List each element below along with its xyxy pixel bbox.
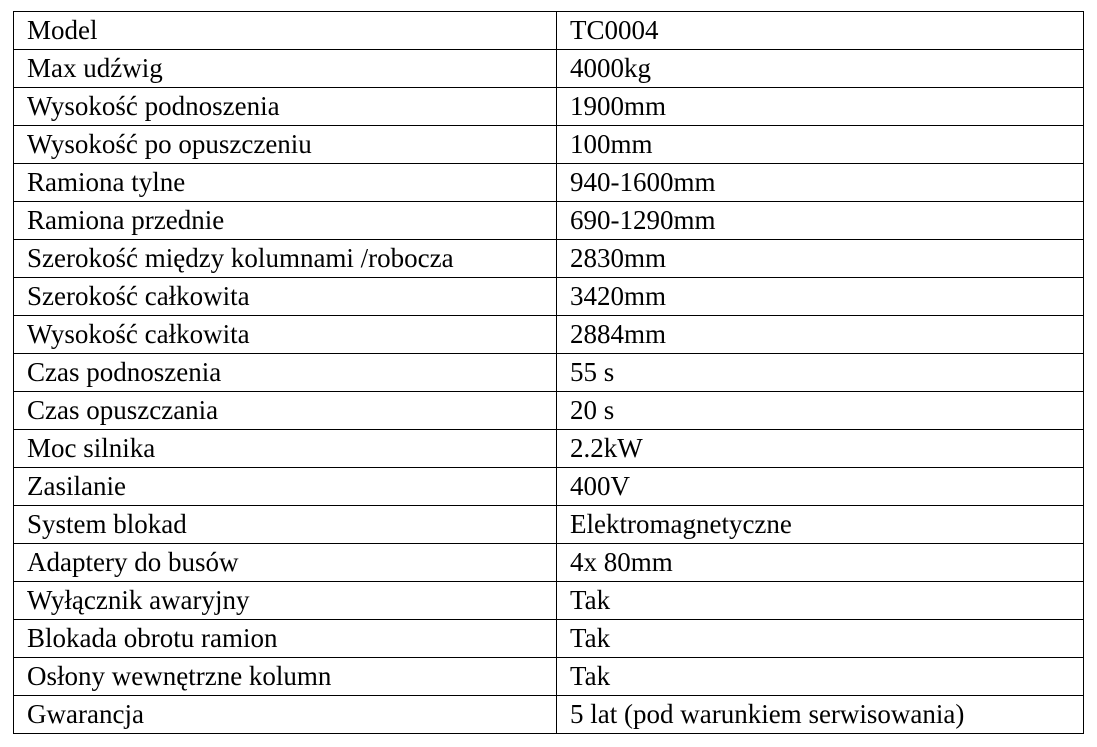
table-row <box>14 88 1084 126</box>
spec-value: 20 s <box>557 392 1084 430</box>
table-row <box>14 354 1084 392</box>
table-row <box>14 582 1084 620</box>
spec-table <box>13 11 1084 734</box>
spec-value: 2884mm <box>557 316 1084 354</box>
spec-label: Ramiona przednie <box>14 202 557 240</box>
spec-value: Tak <box>557 620 1084 658</box>
table-row <box>14 506 1084 544</box>
table-row <box>14 50 1084 88</box>
spec-value: 5 lat (pod warunkiem serwisowania) <box>557 696 1084 734</box>
spec-value: 1900mm <box>557 88 1084 126</box>
table-row <box>14 240 1084 278</box>
spec-label: Wysokość podnoszenia <box>14 88 557 126</box>
spec-value: TC0004 <box>557 12 1084 50</box>
spec-label: Moc silnika <box>14 430 557 468</box>
spec-value: 55 s <box>557 354 1084 392</box>
spec-label: Wyłącznik awaryjny <box>14 582 557 620</box>
table-row <box>14 316 1084 354</box>
table-row <box>14 164 1084 202</box>
spec-value: Tak <box>557 582 1084 620</box>
spec-label: Szerokość między kolumnami /robocza <box>14 240 557 278</box>
spec-value: 400V <box>557 468 1084 506</box>
spec-value: 4000kg <box>557 50 1084 88</box>
spec-label: Czas podnoszenia <box>14 354 557 392</box>
table-row <box>14 696 1084 734</box>
table-row <box>14 392 1084 430</box>
spec-value: Elektromagnetyczne <box>557 506 1084 544</box>
spec-value: 690-1290mm <box>557 202 1084 240</box>
spec-label: Blokada obrotu ramion <box>14 620 557 658</box>
spec-label: Czas opuszczania <box>14 392 557 430</box>
spec-value: Tak <box>557 658 1084 696</box>
spec-value: 940-1600mm <box>557 164 1084 202</box>
table-row <box>14 468 1084 506</box>
spec-label: Ramiona tylne <box>14 164 557 202</box>
table-row <box>14 126 1084 164</box>
table-row <box>14 430 1084 468</box>
table-row <box>14 544 1084 582</box>
spec-table-body <box>14 12 1084 734</box>
spec-label: Szerokość całkowita <box>14 278 557 316</box>
table-row <box>14 620 1084 658</box>
spec-label: Gwarancja <box>14 696 557 734</box>
spec-value: 3420mm <box>557 278 1084 316</box>
table-row <box>14 278 1084 316</box>
spec-label: Adaptery do busów <box>14 544 557 582</box>
spec-value: 2.2kW <box>557 430 1084 468</box>
table-row <box>14 658 1084 696</box>
spec-label: Model <box>14 12 557 50</box>
spec-label: Max udźwig <box>14 50 557 88</box>
spec-value: 100mm <box>557 126 1084 164</box>
table-row <box>14 12 1084 50</box>
spec-label: Osłony wewnętrzne kolumn <box>14 658 557 696</box>
spec-label: Wysokość całkowita <box>14 316 557 354</box>
spec-value: 4x 80mm <box>557 544 1084 582</box>
spec-label: Zasilanie <box>14 468 557 506</box>
spec-value: 2830mm <box>557 240 1084 278</box>
table-row <box>14 202 1084 240</box>
spec-label: Wysokość po opuszczeniu <box>14 126 557 164</box>
spec-label: System blokad <box>14 506 557 544</box>
